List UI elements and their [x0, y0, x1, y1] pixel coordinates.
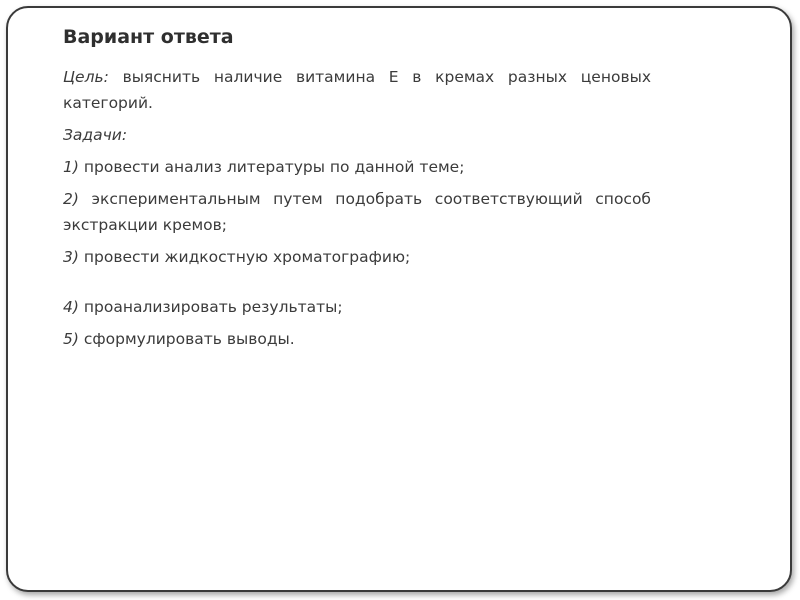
goal-text: выяснить наличие витамина Е в кремах разных ценовых категорий. [63, 68, 652, 112]
slide-content [63, 22, 651, 358]
goal-label: Цель: [63, 68, 109, 86]
task-text: провести жидкостную хроматографию; [83, 248, 411, 266]
task-number: 5) [63, 330, 79, 348]
task-item-1 [63, 154, 651, 180]
task-number: 4) [63, 298, 79, 316]
task-item-4 [63, 294, 651, 320]
task-item-3 [63, 244, 651, 270]
task-item-2 [63, 186, 651, 238]
slide-frame [6, 6, 792, 592]
tasks-label: Задачи: [63, 126, 128, 144]
task-text: экспериментальным путем подобрать соответствующий способ экстракции кремов; [63, 190, 651, 234]
task-number: 3) [63, 248, 79, 266]
task-text: проанализировать результаты; [83, 298, 343, 316]
goal-paragraph [63, 64, 651, 116]
task-text: сформулировать выводы. [83, 330, 295, 348]
task-number: 1) [63, 158, 79, 176]
task-number: 2) [63, 190, 79, 208]
task-text: провести анализ литературы по данной теме; [83, 158, 465, 176]
task-item-5 [63, 326, 651, 352]
slide-heading: Вариант ответа [63, 26, 234, 48]
